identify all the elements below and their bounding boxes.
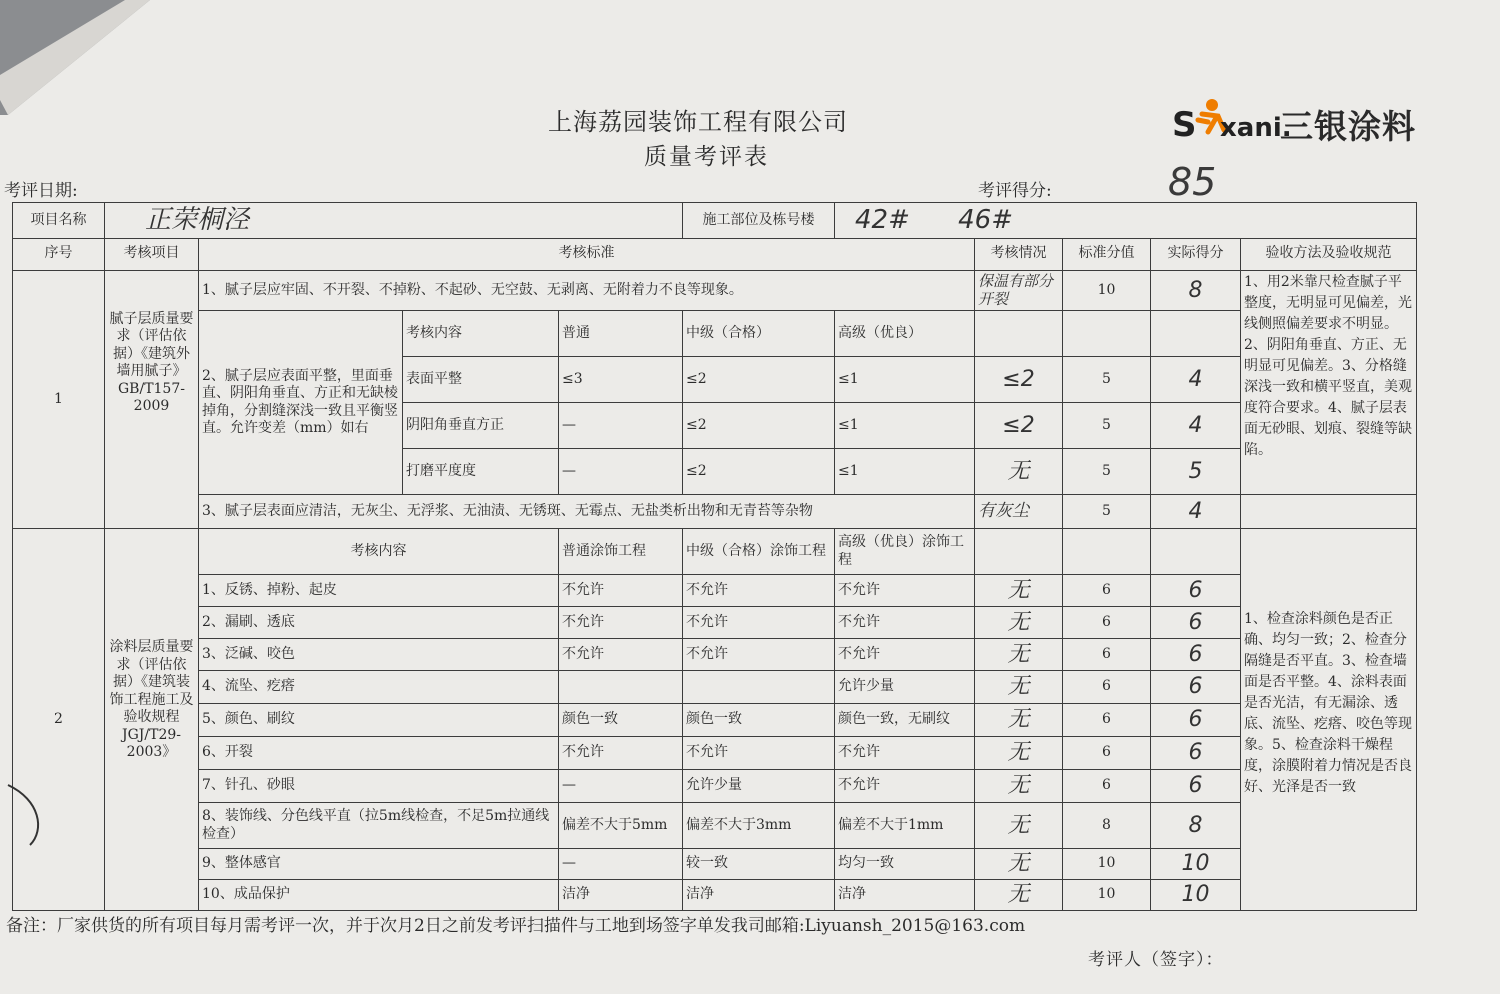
col-item: 考核项目 xyxy=(105,238,199,270)
s1-sub-row-normal: — xyxy=(559,403,683,449)
table-row xyxy=(13,803,1417,849)
s2-row-normal: 颜色一致 xyxy=(559,704,683,737)
s2-row-high: 不允许 xyxy=(835,639,975,671)
logo-brand: xani. xyxy=(1220,113,1292,143)
s2-sub-high: 高级（优良）涂饰工程 xyxy=(835,529,975,575)
s2-row-mid: 颜色一致 xyxy=(683,704,835,737)
s2-row-normal: 洁净 xyxy=(559,880,683,911)
col-no: 序号 xyxy=(13,238,105,270)
s1-sub-row-check: 无 xyxy=(975,449,1063,495)
paper-fold-corner xyxy=(0,0,150,115)
s1-sub-actual-empty xyxy=(1151,311,1241,357)
s2-row-std: 6 xyxy=(1063,607,1151,639)
s2-row-actual: 10 xyxy=(1151,880,1241,911)
s1-sub-row-actual: 5 xyxy=(1151,449,1241,495)
s2-row-std: 8 xyxy=(1063,803,1151,849)
s2-sub-check-empty xyxy=(975,529,1063,575)
location-value: 42# 46# xyxy=(835,203,1417,239)
s2-row-mid: 不允许 xyxy=(683,737,835,770)
s2-row-actual: 6 xyxy=(1151,671,1241,704)
s2-row-normal: 偏差不大于5mm xyxy=(559,803,683,849)
s2-row-content: 1、反锈、掉粉、起皮 xyxy=(199,575,559,607)
s2-row-check: 无 xyxy=(975,803,1063,849)
s1-title: 腻子层质量要求（评估依据）《建筑外墙用腻子》GB/T157-2009 xyxy=(105,270,199,529)
s2-row-actual: 6 xyxy=(1151,737,1241,770)
s1-sub-row-content: 表面平整 xyxy=(403,357,559,403)
s1-sub-row-check: ≤2 xyxy=(975,357,1063,403)
s2-row-content: 7、针孔、砂眼 xyxy=(199,770,559,803)
s1-row3-text: 3、腻子层表面应清洁，无灰尘、无浮浆、无油渍、无锈斑、无霉点、无盐类析出物和无青苔等杂物 xyxy=(199,495,975,529)
s1-sub-row-mid: ≤2 xyxy=(683,357,835,403)
logo-text: 三银涂料 xyxy=(1280,107,1416,146)
s2-row-content: 10、成品保护 xyxy=(199,880,559,911)
s1-row2-text: 2、腻子层应表面平整，里面垂直、阴阳角垂直、方正和无缺棱掉角，分割缝深浅一致且平衡竖直。允许变差（mm）如右 xyxy=(199,311,403,495)
s1-method: 1、用2米靠尺检查腻子平整度，无明显可见偏差，光线侧照偏差要求不明显。2、阴阳角垂直、方正、无明显可见偏差。3、分格缝深浅一致和横平竖直，美观度符合要求。4、腻子层表面无砂眼、划痕、裂缝等缺陷。 xyxy=(1241,270,1417,495)
s2-row-mid xyxy=(683,671,835,704)
s1-sub-std-empty xyxy=(1063,311,1151,357)
column-header-row xyxy=(13,238,1417,270)
s1-row1 xyxy=(13,270,1417,311)
s2-row-actual: 10 xyxy=(1151,849,1241,880)
s2-row-high: 洁净 xyxy=(835,880,975,911)
s2-row-content: 2、漏刷、透底 xyxy=(199,607,559,639)
s2-row-std: 6 xyxy=(1063,770,1151,803)
col-standard: 考核标准 xyxy=(199,238,975,270)
s2-row-mid: 洁净 xyxy=(683,880,835,911)
s1-row3-std: 5 xyxy=(1063,495,1151,529)
s1-sub-row-actual: 4 xyxy=(1151,357,1241,403)
s2-row-mid: 较一致 xyxy=(683,849,835,880)
project-label: 项目名称 xyxy=(13,203,105,239)
col-check: 考核情况 xyxy=(975,238,1063,270)
s1-sub-mid: 中级（合格） xyxy=(683,311,835,357)
s2-sub-normal: 普通涂饰工程 xyxy=(559,529,683,575)
s2-no: 2 xyxy=(13,529,105,911)
table-row xyxy=(13,849,1417,880)
s1-sub-row-high: ≤1 xyxy=(835,449,975,495)
s2-row-high: 不允许 xyxy=(835,737,975,770)
s2-subheader-row xyxy=(13,529,1417,575)
s2-row-high: 不允许 xyxy=(835,607,975,639)
s2-row-actual: 6 xyxy=(1151,770,1241,803)
s2-row-high: 不允许 xyxy=(835,575,975,607)
s2-row-check: 无 xyxy=(975,704,1063,737)
table-row xyxy=(13,607,1417,639)
s2-row-normal: 不允许 xyxy=(559,737,683,770)
info-row xyxy=(13,203,1417,239)
s2-sub-content: 考核内容 xyxy=(199,529,559,575)
s2-row-high: 颜色一致，无刷纹 xyxy=(835,704,975,737)
footer-note: 备注：厂家供货的所有项目每月需考评一次，并于次月2日之前发考评扫描件与工地到场签字单发我司邮箱:Liyuansh_2015@163.com xyxy=(6,916,1026,936)
table-row xyxy=(13,737,1417,770)
s1-sub-row-content: 阴阳角垂直方正 xyxy=(403,403,559,449)
s2-row-actual: 6 xyxy=(1151,607,1241,639)
table-row xyxy=(13,880,1417,911)
s1-row1-actual: 8 xyxy=(1151,270,1241,311)
s2-row-mid: 不允许 xyxy=(683,575,835,607)
s1-sub-row-std: 5 xyxy=(1063,403,1151,449)
signer-label: 考评人（签字）： xyxy=(1088,950,1224,970)
table-row xyxy=(13,704,1417,737)
s2-row-content: 9、整体感官 xyxy=(199,849,559,880)
s2-row-mid: 不允许 xyxy=(683,607,835,639)
s2-row-normal: 不允许 xyxy=(559,639,683,671)
s2-row-check: 无 xyxy=(975,607,1063,639)
s1-sub-row-std: 5 xyxy=(1063,357,1151,403)
s2-row-content: 5、颜色、刷纹 xyxy=(199,704,559,737)
project-value: 正荣桐泾 xyxy=(105,203,683,239)
s1-sub-row-normal: ≤3 xyxy=(559,357,683,403)
s2-row-check: 无 xyxy=(975,575,1063,607)
s1-sub-row-high: ≤1 xyxy=(835,403,975,449)
s1-sub-row-normal: — xyxy=(559,449,683,495)
s2-row-std: 6 xyxy=(1063,639,1151,671)
s2-row-actual: 6 xyxy=(1151,704,1241,737)
s1-sub-normal: 普通 xyxy=(559,311,683,357)
s2-row-high: 允许少量 xyxy=(835,671,975,704)
s2-row-std: 10 xyxy=(1063,880,1151,911)
s2-row-actual: 6 xyxy=(1151,639,1241,671)
col-actual: 实际得分 xyxy=(1151,238,1241,270)
s2-row-normal: 不允许 xyxy=(559,575,683,607)
s2-row-std: 6 xyxy=(1063,671,1151,704)
logo-mark-icon xyxy=(1172,96,1292,146)
s2-row-check: 无 xyxy=(975,770,1063,803)
pen-stroke-mark xyxy=(0,780,50,850)
s1-sub-row-high: ≤1 xyxy=(835,357,975,403)
company-name: 上海荔园装饰工程有限公司 xyxy=(548,108,848,136)
s1-row3-actual: 4 xyxy=(1151,495,1241,529)
score-label: 考评得分: xyxy=(978,181,1052,201)
s2-row-check: 无 xyxy=(975,880,1063,911)
s2-row-high: 不允许 xyxy=(835,770,975,803)
s1-sub-row-content: 打磨平度度 xyxy=(403,449,559,495)
col-method: 验收方法及验收规范 xyxy=(1241,238,1417,270)
s2-row-check: 无 xyxy=(975,737,1063,770)
s1-method-tail xyxy=(1241,495,1417,529)
s1-row3 xyxy=(13,495,1417,529)
s1-sub-check-empty xyxy=(975,311,1063,357)
s2-row-actual: 6 xyxy=(1151,575,1241,607)
s2-row-normal: 不允许 xyxy=(559,607,683,639)
table-row xyxy=(13,575,1417,607)
s2-row-std: 6 xyxy=(1063,737,1151,770)
date-label: 考评日期: xyxy=(4,181,78,201)
s2-method: 1、检查涂料颜色是否正确、均匀一致；2、检查分隔缝是否平直。3、检查墙面是否平整。4、涂料表面是否光洁，有无漏涂、透底、流坠、疙瘩、咬色等现象。5、检查涂料干燥程度，涂膜附着力情况是否良好、光泽是否一致 xyxy=(1241,529,1417,911)
s2-row-high: 偏差不大于1mm xyxy=(835,803,975,849)
s2-row-check: 无 xyxy=(975,639,1063,671)
s1-row1-check: 保温有部分开裂 xyxy=(975,270,1063,311)
s1-no: 1 xyxy=(13,270,105,529)
s2-row-content: 3、泛碱、咬色 xyxy=(199,639,559,671)
evaluation-table xyxy=(12,202,1417,911)
s2-row-content: 6、开裂 xyxy=(199,737,559,770)
s2-sub-mid: 中级（合格）涂饰工程 xyxy=(683,529,835,575)
s2-row-mid: 偏差不大于3mm xyxy=(683,803,835,849)
s1-sub-row-mid: ≤2 xyxy=(683,403,835,449)
s2-sub-actual-empty xyxy=(1151,529,1241,575)
s2-row-std: 6 xyxy=(1063,575,1151,607)
form-title: 质量考评表 xyxy=(644,144,769,170)
table-row xyxy=(13,770,1417,803)
s2-row-normal: — xyxy=(559,770,683,803)
s2-row-mid: 不允许 xyxy=(683,639,835,671)
s1-sub-content: 考核内容 xyxy=(403,311,559,357)
s1-row1-std: 10 xyxy=(1063,270,1151,311)
table-row xyxy=(13,671,1417,704)
s1-subheader-row xyxy=(13,311,1417,357)
s2-sub-std-empty xyxy=(1063,529,1151,575)
s2-row-check: 无 xyxy=(975,849,1063,880)
s2-row-mid: 允许少量 xyxy=(683,770,835,803)
s2-title: 涂料层质量要求（评估依据）《建筑装饰工程施工及验收规程JGJ/T29-2003》 xyxy=(105,529,199,911)
col-std-score: 标准分值 xyxy=(1063,238,1151,270)
s2-row-std: 10 xyxy=(1063,849,1151,880)
logo-s: S xyxy=(1172,105,1197,145)
s1-sub-high: 高级（优良） xyxy=(835,311,975,357)
table-row xyxy=(13,639,1417,671)
s1-sub-row-std: 5 xyxy=(1063,449,1151,495)
s1-sub-row-check: ≤2 xyxy=(975,403,1063,449)
s2-row-content: 4、流坠、疙瘩 xyxy=(199,671,559,704)
location-label: 施工部位及栋号楼 xyxy=(683,203,835,239)
s2-row-normal: — xyxy=(559,849,683,880)
s2-row-check: 无 xyxy=(975,671,1063,704)
s2-row-actual: 8 xyxy=(1151,803,1241,849)
s2-row-normal xyxy=(559,671,683,704)
s1-row3-check: 有灰尘 xyxy=(975,495,1063,529)
s2-row-content: 8、装饰线、分色线平直（拉5m线检查，不足5m拉通线检查） xyxy=(199,803,559,849)
s1-sub-row-mid: ≤2 xyxy=(683,449,835,495)
s2-row-high: 均匀一致 xyxy=(835,849,975,880)
score-value: 85 xyxy=(1168,160,1217,204)
s1-row1-text: 1、腻子层应牢固、不开裂、不掉粉、不起砂、无空鼓、无剥离、无附着力不良等现象。 xyxy=(199,270,975,311)
s1-sub-row-actual: 4 xyxy=(1151,403,1241,449)
s2-row-std: 6 xyxy=(1063,704,1151,737)
